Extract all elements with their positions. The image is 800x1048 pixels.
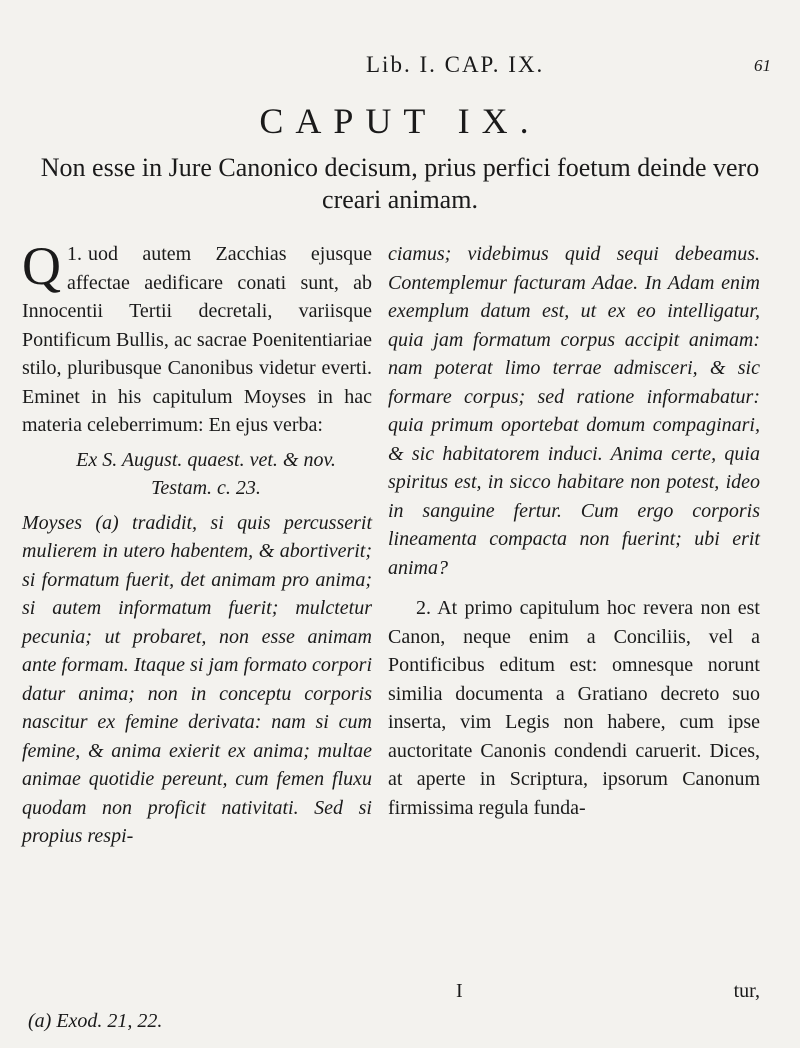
- paragraph-number: 1.: [67, 243, 82, 265]
- signature-mark: I: [456, 980, 463, 1002]
- paragraph-1-text: uod autem Zacchias ejusque affectae aedificare conati sunt, ab Innocentii Tertii decretali, variisque Pontificum Bullis, ac sacrae Poenitentiariae stilo, pluribusque Canonibus videtur everti. Eminet in his capitulum Moyses in hac materia celeberrimum: En ejus verba:: [22, 243, 372, 436]
- page-number: 61: [754, 56, 771, 75]
- chapter-subtitle: Non esse in Jure Canonico decisum, prius perfici foetum deinde vero creari animam.: [40, 153, 760, 214]
- left-column: [22, 236, 372, 851]
- paragraph-2: 2. At primo capitulum hoc revera non est Canon, neque enim a Conciliis, vel a Pontificibus editum est: omnesque norunt similia documenta a Gratiano decreto suo inserta, vim Legis non habere, cum ipse auctoritate Canonis condendi caruerit. Dices, at aperte in Scriptura, ipsorum Canonum firmissima regula funda-: [388, 597, 760, 819]
- catchword: tur,: [733, 980, 760, 1002]
- running-head: [0, 52, 800, 86]
- right-column: [388, 240, 760, 822]
- drop-cap: Q: [22, 236, 61, 296]
- quote-source: Ex S. August. quaest. vet. & nov. Testam. c. 23.: [76, 448, 336, 499]
- footnote: (a) Exod. 21, 22.: [28, 1010, 163, 1032]
- chapter-title: CAPUT IX.: [259, 101, 541, 141]
- paragraph-1: [22, 236, 372, 440]
- quote-text: Moyses (a) tradidit, si quis percusserit mulierem in utero habentem, & abortiverit; si formatum fuerit, det animam pro anima; si autem informatum fuerit; mulctetur pecunia; ut probaret, non esse animam ante formam. Itaque si jam formato corpori datur anima; non in conceptu corporis nascitur ex femine derivata: nam si cum femine, & anima exierit ex anima; multae animae quotidie pereunt, cum femen fluxu quodam non proficit nativitati. Sed si propius respi-: [22, 511, 372, 847]
- running-head-title: Lib. I. CAP. IX.: [366, 52, 545, 77]
- quote-continuation: ciamus; videbimus quid sequi debeamus. Contemplemur facturam Adae. In Adam enim exemplum datum est, ut ex eo intelligatur, quia jam formatum corpus accipit animam: nam poterat limo terrae admisceri, & sic formare corpus; sed ratione informabatur: quia primum oportebat domum compaginari, & sic habitatorem induci. Anima certe, quia spiritus est, in sicco habitare non potest, ideo in sanguine fertur. Cum ergo corporis lineamenta compacta non fuerint; ubi erit anima?: [388, 243, 760, 579]
